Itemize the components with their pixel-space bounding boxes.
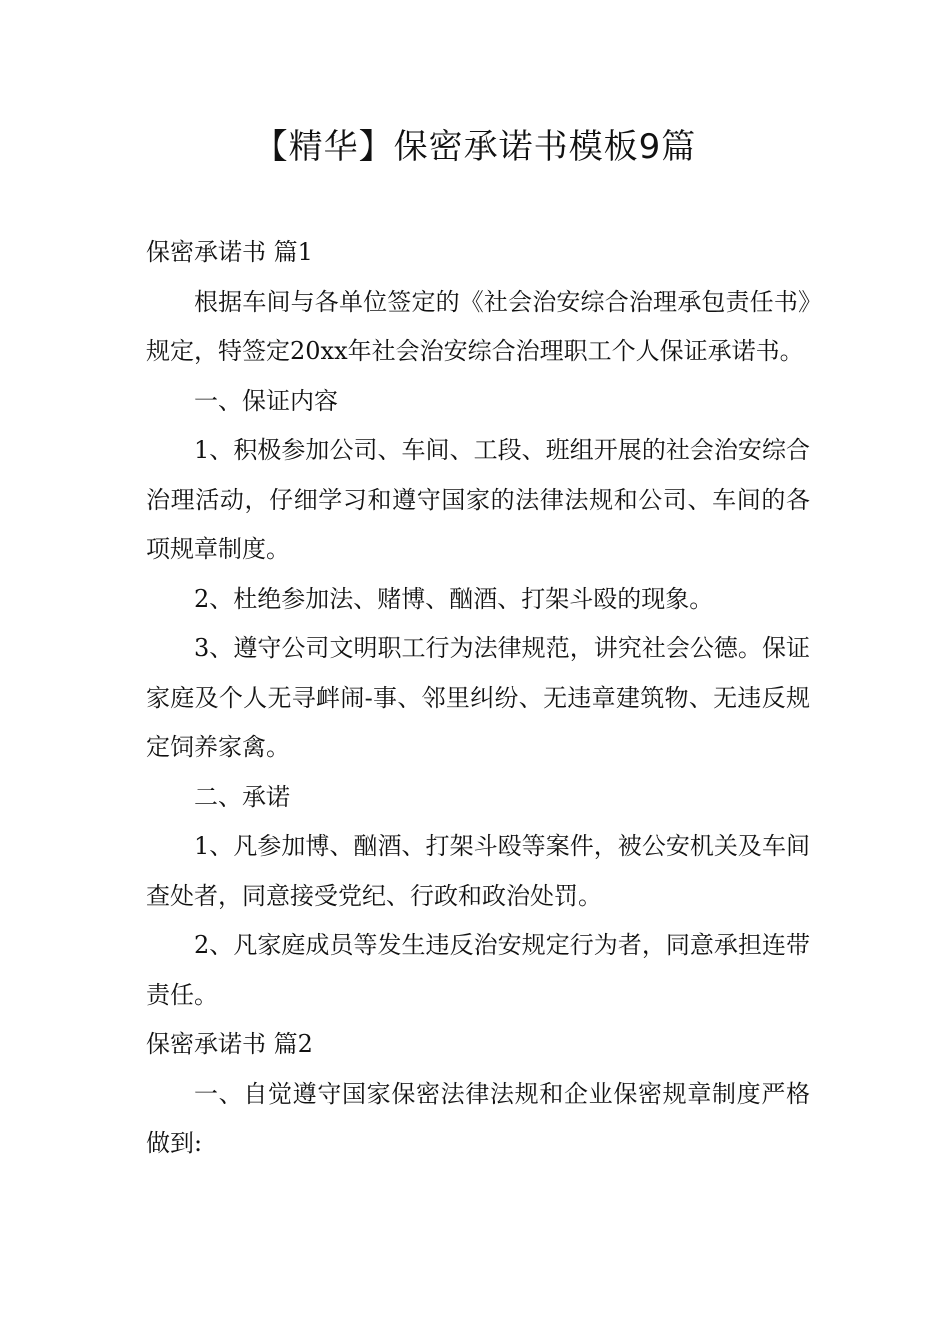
paragraph: 二、承诺 (194, 782, 290, 811)
paragraph: 1、凡参加博、酗酒、打架斗殴等案件，被公安机关及车间查处者，同意接受党纪、行政和政治处罚。 (146, 832, 810, 910)
paragraph: 一、保证内容 (194, 386, 338, 415)
paragraph: 2、凡家庭成员等发生违反治安规定行为者，同意承担连带责任。 (146, 931, 810, 1009)
paragraph: 2、杜绝参加法、赌博、酗酒、打架斗殴的现象。 (194, 584, 714, 613)
document-title: 【精华】保密承诺书模板9篇 (253, 127, 697, 167)
paragraph: 1、积极参加公司、车间、工段、班组开展的社会治安综合治理活动，仔细学习和遵守国家的法律法规和公司、车间的各项规章制度。 (146, 436, 810, 563)
document-body (146, 228, 810, 1169)
section-heading-2: 保密承诺书 篇2 (146, 1030, 313, 1058)
paragraph: 一、自觉遵守国家保密法律法规和企业保密规章制度严格做到: (146, 1079, 810, 1157)
section-heading-1: 保密承诺书 篇1 (146, 238, 313, 266)
paragraph: 3、遵守公司文明职工行为法律规范，讲究社会公德。保证家庭及个人无寻衅闹-事、邻里纠纷、无违章建筑物、无违反规定饲养家禽。 (146, 634, 810, 761)
paragraph: 根据车间与各单位签定的《社会治安综合治理承包责任书》规定，特签定20xx年社会治安综合治理职工个人保证承诺书。 (146, 287, 810, 365)
